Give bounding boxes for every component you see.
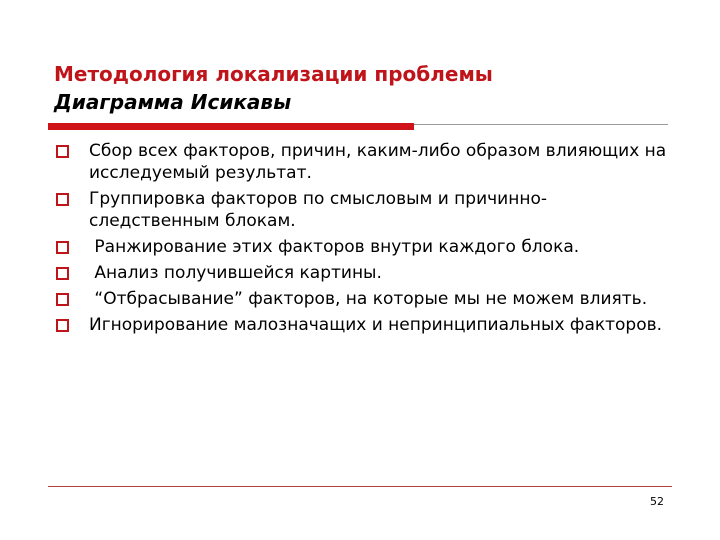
list-item xyxy=(56,262,676,284)
list-item-text: “Отбрасывание” факторов, на которые мы не можем влиять. xyxy=(89,289,648,309)
hollow-square-bullet-icon xyxy=(56,293,69,306)
slide-title: Методология локализации проблемы xyxy=(54,62,493,86)
bullet-list xyxy=(56,140,676,340)
list-item-text: Игнорирование малозначащих и непринципиальных факторов. xyxy=(89,315,663,335)
hollow-square-bullet-icon xyxy=(56,145,69,158)
list-item xyxy=(56,188,676,232)
list-item-text: Сбор всех факторов, причин, каким-либо образом влияющих на исследуемый результат. xyxy=(89,141,667,183)
footer-divider xyxy=(48,486,672,487)
title-underline-accent xyxy=(48,123,414,130)
page-number: 52 xyxy=(650,495,664,508)
hollow-square-bullet-icon xyxy=(56,267,69,280)
hollow-square-bullet-icon xyxy=(56,241,69,254)
list-item xyxy=(56,236,676,258)
list-item-text: Группировка факторов по смысловым и причинно-следственным блокам. xyxy=(89,189,547,231)
slide-subtitle: Диаграмма Исикавы xyxy=(54,90,292,114)
list-item-text: Анализ получившейся картины. xyxy=(89,263,382,283)
list-item-text: Ранжирование этих факторов внутри каждого блока. xyxy=(89,237,580,257)
hollow-square-bullet-icon xyxy=(56,193,69,206)
list-item xyxy=(56,314,676,336)
list-item xyxy=(56,140,676,184)
list-item xyxy=(56,288,676,310)
hollow-square-bullet-icon xyxy=(56,319,69,332)
